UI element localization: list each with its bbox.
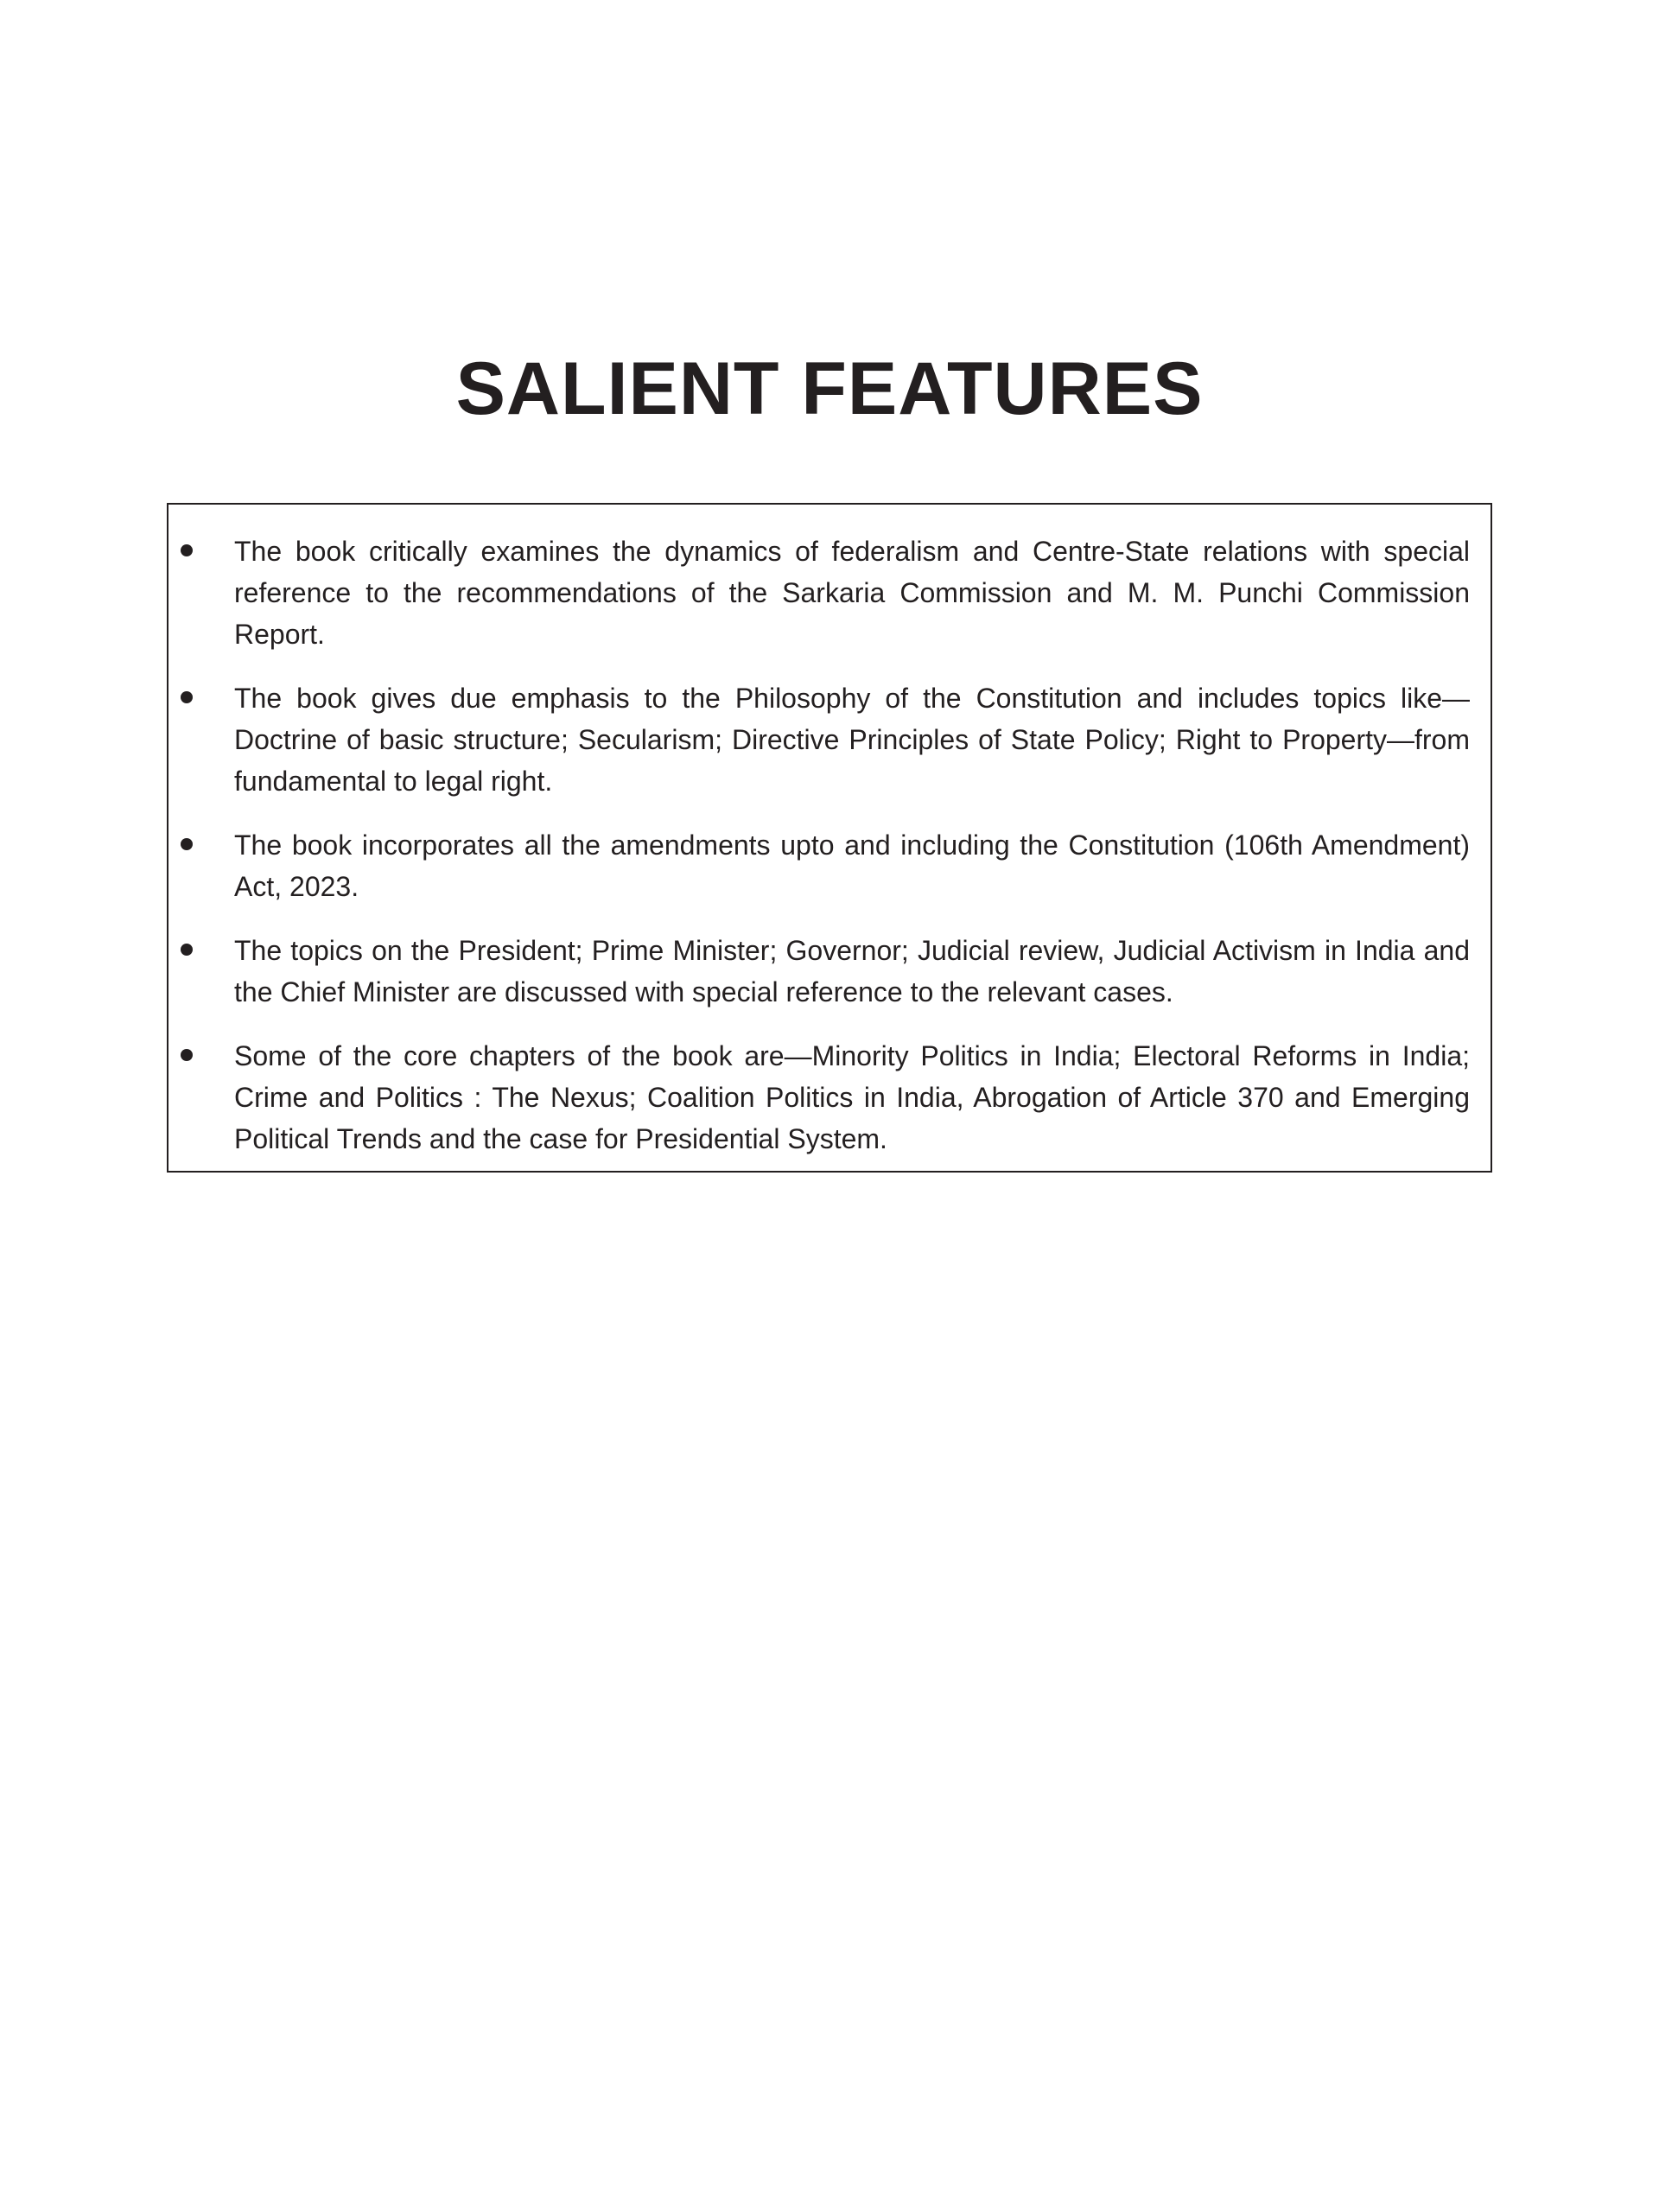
feature-item: [168, 531, 1491, 655]
feature-text: The book critically examines the dynamics of federalism and Centre-State relations with special reference to the recommendations of the Sarkaria Commission and M. M. Punchi Commission Report.: [234, 536, 1470, 650]
feature-item: [168, 677, 1491, 802]
feature-list: [168, 531, 1491, 1182]
feature-text: The topics on the President; Prime Minister; Governor; Judicial review, Judicial Activism in India and the Chief Minister are discussed with special reference to the relevant cases.: [234, 935, 1470, 1007]
bullet-icon: [181, 944, 193, 956]
page-title: SALIENT FEATURES: [455, 347, 1204, 430]
salient-features-box: [167, 503, 1492, 1173]
bullet-icon: [181, 691, 193, 703]
bullet-icon: [181, 544, 193, 556]
feature-text: The book incorporates all the amendments upto and including the Constitution (106th Amendment) Act, 2023.: [234, 830, 1470, 902]
bullet-icon: [181, 1049, 193, 1061]
feature-item: [168, 1035, 1491, 1160]
bullet-icon: [181, 838, 193, 850]
feature-item: [168, 930, 1491, 1013]
feature-text: The book gives due emphasis to the Philosophy of the Constitution and includes topics like—Doctrine of basic structure; Secularism; Directive Principles of State Policy; Right to Property—from fundamental to legal right.: [234, 683, 1470, 797]
feature-text: Some of the core chapters of the book are—Minority Politics in India; Electoral Reforms in India; Crime and Politics : The Nexus; Coalition Politics in India, Abrogation of Article 370 and Emerging Political Trends and the case for Presidential System.: [234, 1040, 1470, 1154]
feature-item: [168, 824, 1491, 907]
